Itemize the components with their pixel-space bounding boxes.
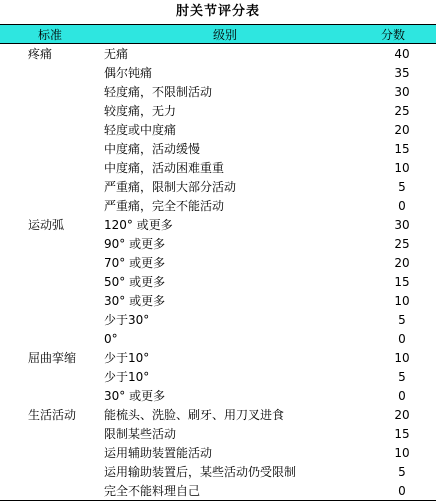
row-category [0, 101, 100, 120]
row-level: 90° 或更多 [104, 237, 166, 251]
row-score: 15 [394, 141, 410, 156]
row-score: 5 [398, 464, 406, 479]
row-category [0, 63, 100, 82]
row-category [0, 443, 100, 462]
table-row [0, 196, 436, 215]
row-category [0, 196, 100, 215]
row-score: 0 [350, 481, 436, 501]
row-level: 70° 或更多 [104, 256, 166, 270]
row-category [0, 367, 100, 386]
row-category: 屈曲挛缩 [28, 351, 77, 365]
row-category [0, 120, 100, 139]
row-score: 15 [394, 274, 410, 289]
row-category: 疼痛 [28, 47, 53, 61]
row-level: 50° 或更多 [104, 275, 166, 289]
table-row [0, 177, 436, 196]
row-score: 30 [394, 84, 410, 99]
row-score: 30 [394, 217, 410, 232]
row-level: 轻度痛，不限制活动 [104, 85, 213, 99]
table-row [0, 44, 436, 64]
row-score: 0 [398, 331, 406, 346]
row-level: 运用输助装置后，某些活动仍受限制 [104, 465, 297, 479]
row-category [0, 253, 100, 272]
row-score: 15 [394, 426, 410, 441]
row-category [0, 139, 100, 158]
table-row [0, 139, 436, 158]
table-row [0, 462, 436, 481]
table-row [0, 481, 436, 501]
elbow-score-table [0, 24, 436, 501]
row-category [0, 272, 100, 291]
row-level: 少于10° [104, 351, 150, 365]
row-score: 5 [398, 179, 406, 194]
table-row [0, 443, 436, 462]
row-level: 能梳头、洗脸、刷牙、用刀叉进食 [104, 408, 285, 422]
table-title: 肘关节评分表 [175, 4, 260, 19]
row-score: 0 [398, 388, 406, 403]
table-row [0, 348, 436, 367]
row-level: 严重痛，完全不能活动 [104, 199, 225, 213]
header-row [0, 25, 436, 44]
row-category [0, 82, 100, 101]
row-score: 40 [394, 46, 410, 61]
table-row [0, 367, 436, 386]
row-level: 120° 或更多 [104, 218, 173, 232]
row-level: 偶尔钝痛 [104, 66, 153, 80]
header-level: 级别 [100, 25, 350, 44]
header-score: 分数 [350, 25, 436, 44]
table-row [0, 272, 436, 291]
table-row [0, 386, 436, 405]
row-category [0, 177, 100, 196]
row-score: 10 [394, 445, 410, 460]
row-score: 10 [394, 160, 410, 175]
row-score: 35 [394, 65, 410, 80]
table-row [0, 310, 436, 329]
row-level: 30° 或更多 [104, 294, 166, 308]
row-level: 严重痛，限制大部分活动 [104, 180, 237, 194]
row-level: 中度痛，活动缓慢 [104, 142, 201, 156]
row-level: 轻度或中度痛 [104, 123, 177, 137]
row-score: 25 [394, 236, 410, 251]
row-category [0, 329, 100, 348]
table-row [0, 158, 436, 177]
table-row [0, 120, 436, 139]
row-category [0, 481, 100, 501]
table-row [0, 234, 436, 253]
row-level: 无痛 [104, 47, 129, 61]
row-level: 运用辅助装置能活动 [104, 446, 213, 460]
row-level: 少于30° [104, 313, 150, 327]
row-category [0, 424, 100, 443]
row-category [0, 158, 100, 177]
row-category: 生活活动 [28, 408, 77, 422]
table-row [0, 63, 436, 82]
table-row [0, 215, 436, 234]
row-score: 10 [394, 350, 410, 365]
table-row [0, 82, 436, 101]
row-score: 5 [398, 312, 406, 327]
row-level: 少于10° [104, 370, 150, 384]
header-category: 标准 [0, 25, 100, 44]
row-category [0, 386, 100, 405]
row-score: 0 [398, 198, 406, 213]
row-score: 5 [398, 369, 406, 384]
row-level: 较度痛，无力 [104, 104, 177, 118]
row-category: 运动弧 [28, 218, 65, 232]
row-level: 0° [104, 331, 118, 346]
row-score: 20 [394, 122, 410, 137]
row-category [0, 291, 100, 310]
table-row [0, 101, 436, 120]
row-score: 10 [394, 293, 410, 308]
row-level: 完全不能料理自己 [100, 481, 350, 501]
row-level: 30° 或更多 [104, 389, 166, 403]
row-score: 25 [394, 103, 410, 118]
table-row [0, 253, 436, 272]
row-score: 20 [394, 255, 410, 270]
row-category [0, 462, 100, 481]
table-row [0, 329, 436, 348]
row-category [0, 234, 100, 253]
row-category [0, 310, 100, 329]
row-level: 中度痛，活动困难重重 [104, 161, 225, 175]
table-row [0, 291, 436, 310]
row-score: 20 [394, 407, 410, 422]
table-row [0, 405, 436, 424]
table-row [0, 424, 436, 443]
row-level: 限制某些活动 [104, 427, 177, 441]
